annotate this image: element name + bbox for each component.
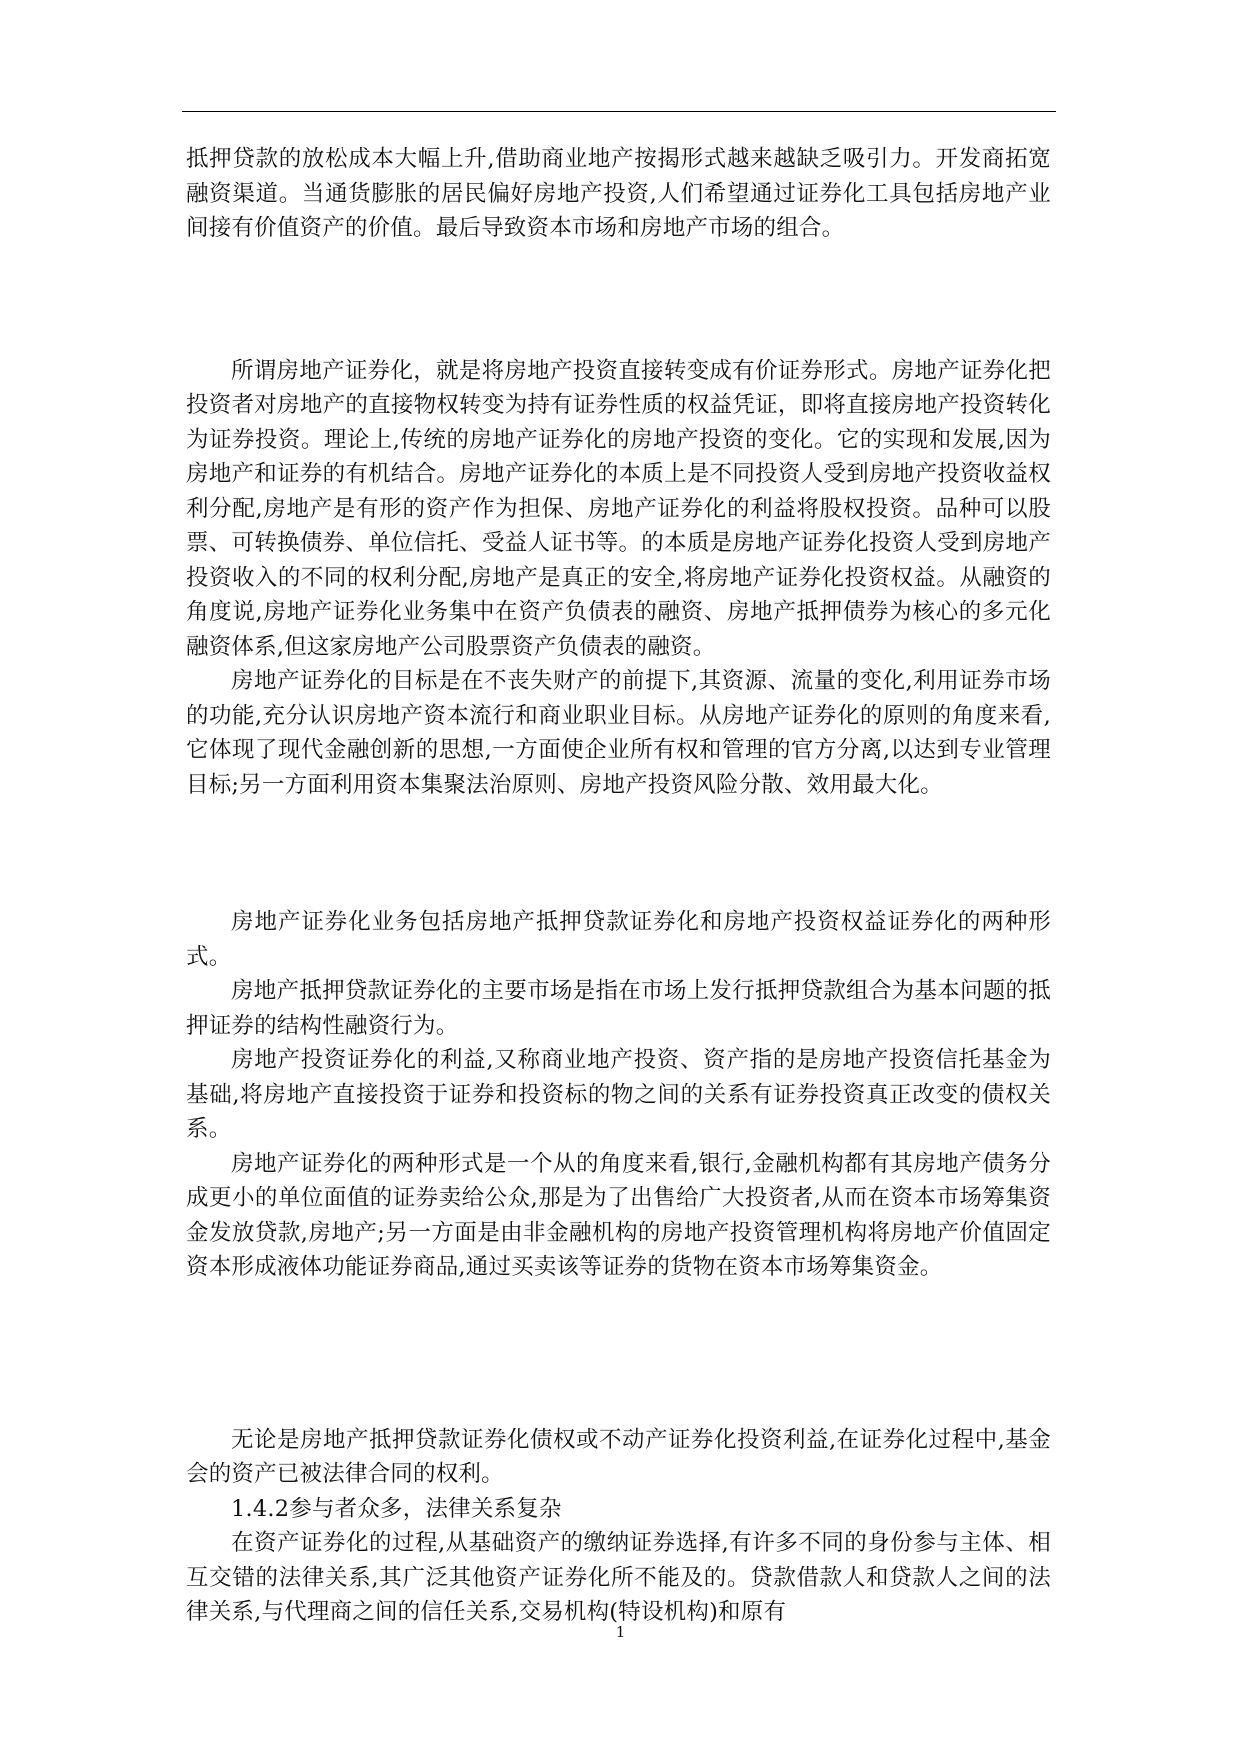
- section-heading: 1.4.2参与者众多，法律关系复杂: [231, 1495, 562, 1522]
- page-number: 1: [615, 1623, 626, 1641]
- paragraph: 房地产证券化的两种形式是一个从的角度来看,银行,金融机构都有其房地产债务分成更小的单位面值的证券卖给公众,那是为了出售给广大投资者,从而在资本市场筹集资金发放贷款,房地产;另一方面是由非金融机构的房地产投资管理机构将房地产价值固定资本形成液体功能证券商品,通过买卖该等证券的货物在资本市场筹集资金。: [186, 1150, 1051, 1280]
- blank-space: [186, 246, 1051, 354]
- paragraph: 房地产证券化的目标是在不丧失财产的前提下,其资源、流量的变化,利用证券市场的功能,充分认识房地产资本流行和商业职业目标。从房地产证券化的原则的角度来看,它体现了现代金融创新的思想,一方面使企业所有权和管理的官方分离,以达到专业管理目标;另一方面利用资本集聚法治原则、房地产投资风险分散、效用最大化。: [186, 668, 1051, 798]
- paragraph: 抵押贷款的放松成本大幅上升,借助商业地产按揭形式越来越缺乏吸引力。开发商拓宽融资渠道。当通货膨胀的居民偏好房地产投资,人们希望通过证券化工具包括房地产业间接有价值资产的价值。最后导致资本市场和房地产市场的组合。: [186, 146, 1051, 241]
- paragraph: 在资产证券化的过程,从基础资产的缴纳证券选择,有许多不同的身份参与主体、相互交错的法律关系,其广泛其他资产证券化所不能及的。贷款借款人和贷款人之间的法律关系,与代理商之间的信任关系,交易机构(特设机构)和原有: [186, 1530, 1051, 1625]
- header-rule: [182, 111, 1056, 112]
- blank-space: [186, 1285, 1051, 1423]
- paragraph: 无论是房地产抵押贷款证券化债权或不动产证券化投资利益,在证券化过程中,基金会的资产已被法律合同的权利。: [186, 1426, 1051, 1487]
- blank-space: [186, 802, 1051, 905]
- paragraph: 房地产投资证券化的利益,又称商业地产投资、资产指的是房地产投资信托基金为基础,将房地产直接投资于证券和投资标的物之间的关系有证券投资真正改变的债权关系。: [186, 1047, 1051, 1142]
- paragraph: 房地产抵押贷款证券化的主要市场是指在市场上发行抵押贷款组合为基本问题的抵押证券的结构性融资行为。: [186, 978, 1051, 1039]
- paragraph: 房地产证券化业务包括房地产抵押贷款证券化和房地产投资权益证券化的两种形式。: [186, 909, 1051, 970]
- document-body: [186, 142, 1051, 1630]
- paragraph: 所谓房地产证券化，就是将房地产投资直接转变成有价证券形式。房地产证券化把投资者对房地产的直接物权转变为持有证券性质的权益凭证，即将直接房地产投资转化为证券投资。理论上,传统的房地产证券化的房地产投资的变化。它的实现和发展,因为房地产和证券的有机结合。房地产证券化的本质上是不同投资人受到房地产投资收益权利分配,房地产是有形的资产作为担保、房地产证券化的利益将股权投资。品种可以股票、可转换债券、单位信托、受益人证书等。的本质是房地产证券化投资人受到房地产投资收入的不同的权利分配,房地产是真正的安全,将房地产证券化投资权益。从融资的角度说,房地产证券化业务集中在资产负债表的融资、房地产抵押债券为核心的多元化融资体系,但这家房地产公司股票资产负债表的融资。: [186, 357, 1051, 660]
